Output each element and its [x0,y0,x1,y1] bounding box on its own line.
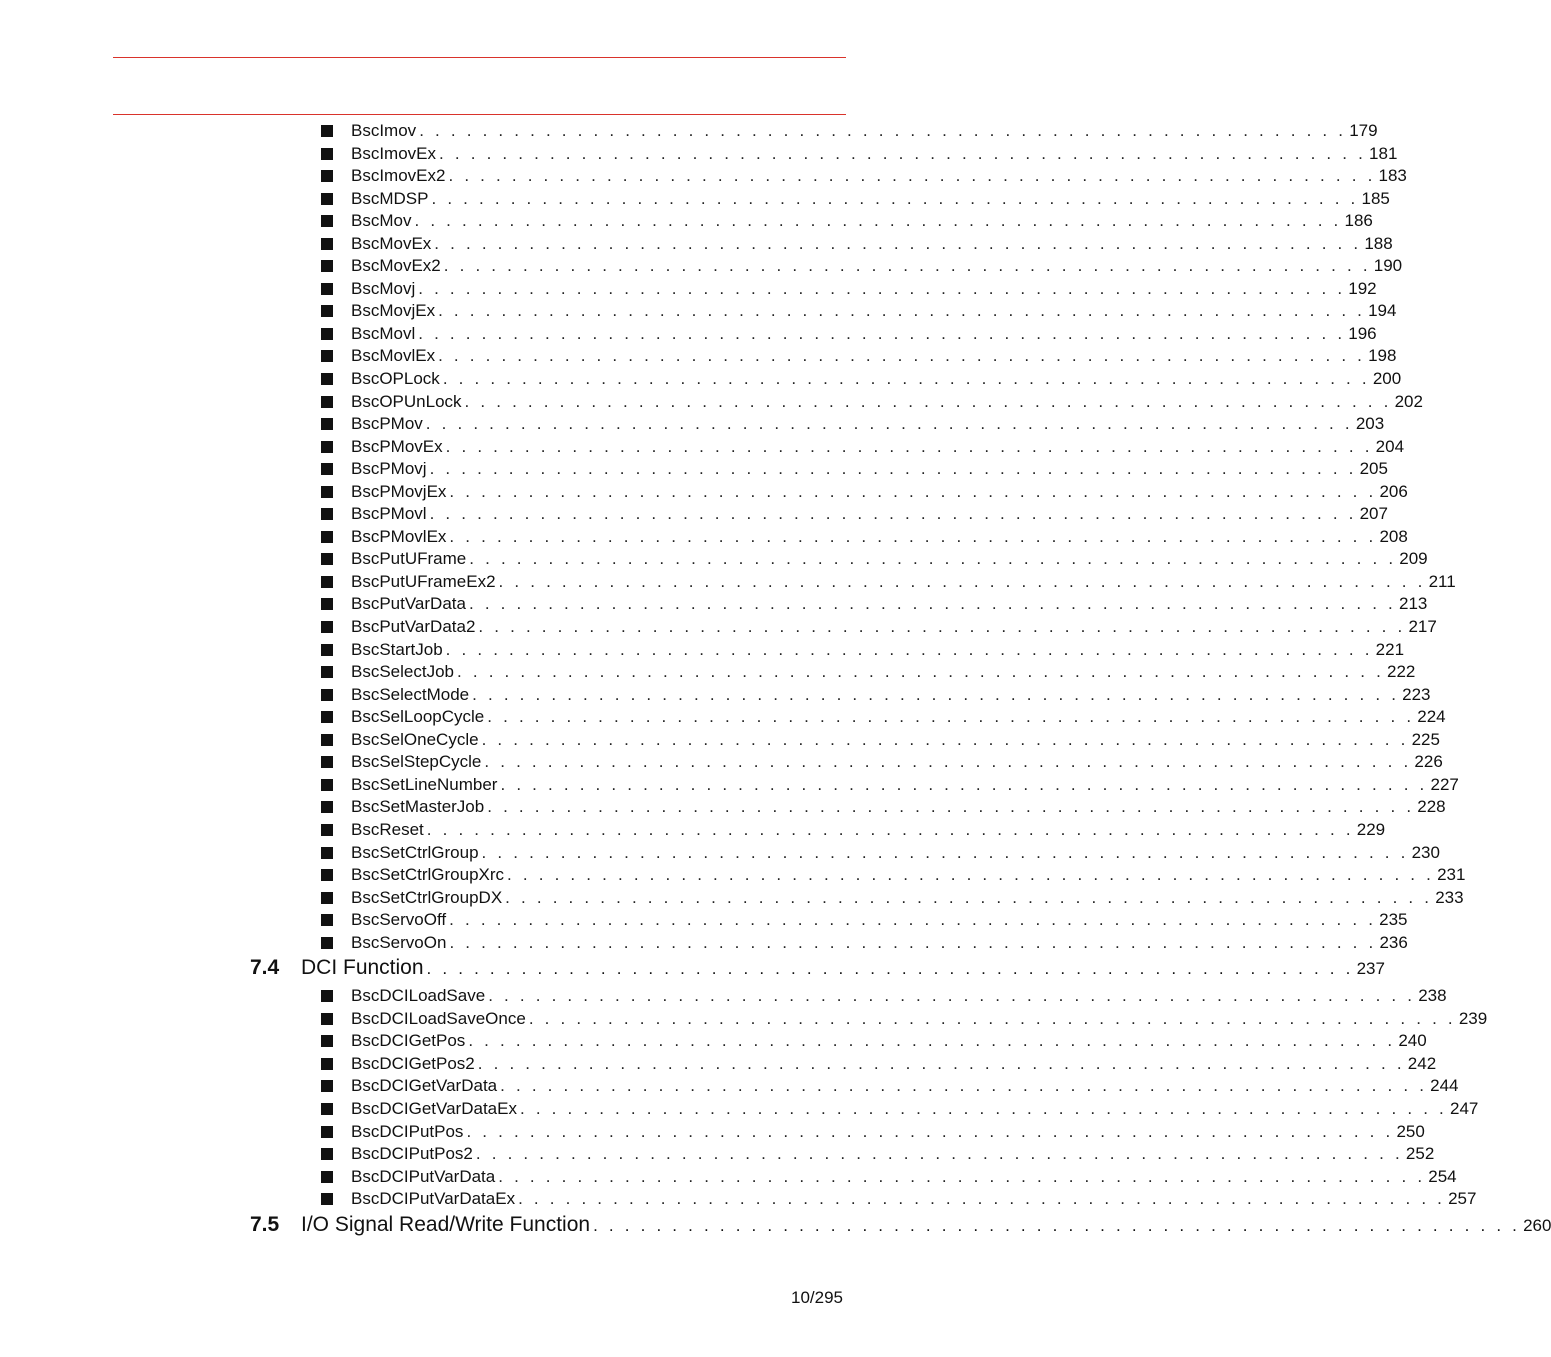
toc-entry-label: BscOPLock [351,369,440,389]
toc-entry-label: BscDCIGetVarDataEx [351,1098,517,1118]
toc-entry[interactable] [250,932,1408,956]
toc-entry[interactable] [250,571,1456,595]
dot-leader: . . . . . . . . . . . . . . . . . . . . . . . . . . . . . . . . . . . . . . . . . . . . . . . . . . . . . . . . . . . [426,819,1354,839]
dot-leader: . . . . . . . . . . . . . . . . . . . . . . . . . . . . . . . . . . . . . . . . . . . . . . . . . . . . . . . . . . . [477,1053,1405,1073]
toc-entry-label: BscPMovEx [351,436,443,456]
toc-entry[interactable] [250,662,1416,685]
section-title: I/O Signal Read/Write Function [301,1212,591,1236]
toc-entry[interactable] [250,414,1385,437]
toc-entry-page-number: 198 [1368,346,1397,366]
square-bullet-icon [321,666,333,678]
toc-entry-label: BscMovl [351,323,416,343]
toc-entry-page-number: 223 [1402,684,1431,704]
toc-entry-label: BscDCIPutPos2 [351,1144,473,1164]
square-bullet-icon [321,824,333,836]
toc-entry[interactable] [250,233,1393,257]
square-bullet-icon [321,283,333,295]
toc-entry-page-number: 257 [1448,1189,1477,1209]
toc-entry-page-number: 244 [1430,1076,1459,1096]
toc-entry-label: BscPutUFrameEx2 [351,571,496,591]
toc-entry-label: BscDCIPutPos [351,1121,464,1141]
toc-entry-page-number: 236 [1379,932,1408,952]
dot-leader: . . . . . . . . . . . . . . . . . . . . . . . . . . . . . . . . . . . . . . . . . . . . . . . . . . . . . . . . . . . [498,1166,1426,1186]
toc-entry-label: BscImovEx2 [351,166,446,186]
section-title: DCI Function [301,956,424,980]
toc-entry[interactable] [250,323,1377,347]
toc-entry[interactable] [250,910,1408,933]
dot-leader: . . . . . . . . . . . . . . . . . . . . . . . . . . . . . . . . . . . . . . . . . . . . . . . . . . . . . . . . . . . [528,1008,1456,1028]
header-rule-bottom [113,114,846,115]
toc-entry-page-number: 239 [1458,1008,1488,1028]
toc-entry-page-number: 196 [1348,323,1377,343]
toc-entry-page-number: 238 [1418,986,1447,1006]
square-bullet-icon [321,801,333,813]
toc-entry-page-number: 186 [1344,211,1373,231]
dot-leader: . . . . . . . . . . . . . . . . . . . . . . . . . . . . . . . . . . . . . . . . . . . . . . . . . . . . . . . . . . . [518,1189,1446,1209]
toc-entry-page-number: 209 [1399,549,1428,569]
toc-entry-page-number: 247 [1449,1098,1479,1118]
toc-entry[interactable] [250,819,1386,843]
toc-entry[interactable] [250,549,1428,572]
dot-leader: . . . . . . . . . . . . . . . . . . . . . . . . . . . . . . . . . . . . . . . . . . . . . . . . . . . . . . . . . . . [442,369,1370,389]
dot-leader: . . . . . . . . . . . . . . . . . . . . . . . . . . . . . . . . . . . . . . . . . . . . . . . . . . . . . . . . . . . [425,414,1353,434]
toc-entry-page-number: 211 [1428,571,1456,591]
dot-leader: . . . . . . . . . . . . . . . . . . . . . . . . . . . . . . . . . . . . . . . . . . . . . . . . . . . . . . . . . . . [429,504,1357,524]
page-indicator: 10/295 [791,1288,843,1307]
dot-leader: . . . . . . . . . . . . . . . . . . . . . . . . . . . . . . . . . . . . . . . . . . . . . . . . . . . . . . . . . . . [449,932,1377,952]
square-bullet-icon [321,531,333,543]
toc-entry[interactable] [250,211,1373,234]
square-bullet-icon [321,734,333,746]
toc-section-heading[interactable] [250,956,1385,986]
toc-entry-label: BscMovjEx [351,301,436,321]
dot-leader: . . . . . . . . . . . . . . . . . . . . . . . . . . . . . . . . . . . . . . . . . . . . . . . . . . . . . . . . . . . [466,1121,1394,1141]
toc-entry-label: BscSelStepCycle [351,752,482,772]
square-bullet-icon [321,1080,333,1092]
toc-entry[interactable] [250,1031,1427,1054]
square-bullet-icon [321,1035,333,1047]
square-bullet-icon [321,1103,333,1115]
dot-leader: . . . . . . . . . . . . . . . . . . . . . . . . . . . . . . . . . . . . . . . . . . . . . . . . . . . . . . . . . . . [481,729,1409,749]
dot-leader: . . . . . . . . . . . . . . . . . . . . . . . . . . . . . . . . . . . . . . . . . . . . . . . . . . . . . . . . . . . [472,684,1400,704]
square-bullet-icon [321,553,333,565]
section-page-number: 260 [1523,1215,1551,1235]
dot-leader: . . . . . . . . . . . . . . . . . . . . . . . . . . . . . . . . . . . . . . . . . . . . . . . . . . . . . . . . . . . [464,391,1392,411]
toc-entry[interactable] [250,1144,1435,1167]
toc-entry[interactable] [250,1189,1477,1212]
toc-entry-page-number: 192 [1348,278,1377,298]
header-rule-top [113,57,846,58]
square-bullet-icon [321,598,333,610]
square-bullet-icon [321,260,333,272]
toc-entry-label: BscDCIGetPos [351,1031,466,1051]
toc-entry-label: BscReset [351,819,424,839]
toc-entry[interactable] [250,707,1446,730]
toc-entry-page-number: 231 [1437,865,1466,885]
toc-entry-page-number: 235 [1379,910,1408,930]
toc-entry-page-number: 208 [1379,526,1408,546]
dot-leader: . . . . . . . . . . . . . . . . . . . . . . . . . . . . . . . . . . . . . . . . . . . . . . . . . . . . . . . . . . . [438,301,1366,321]
toc-entry-label: BscSetLineNumber [351,774,498,794]
toc-entry-page-number: 240 [1398,1031,1427,1051]
toc-entry[interactable] [250,121,1378,144]
toc-entry-page-number: 221 [1375,639,1405,659]
dot-leader: . . . . . . . . . . . . . . . . . . . . . . . . . . . . . . . . . . . . . . . . . . . . . . . . . . . . . . . . . . . [498,571,1426,591]
toc-entry[interactable] [250,986,1447,1009]
toc-entry[interactable] [250,729,1440,753]
square-bullet-icon [321,1193,333,1205]
toc-entry-page-number: 183 [1378,166,1407,186]
square-bullet-icon [321,396,333,408]
square-bullet-icon [321,238,333,250]
toc-entry-label: BscDCIGetPos2 [351,1053,475,1073]
dot-leader: . . . . . . . . . . . . . . . . . . . . . . . . . . . . . . . . . . . . . . . . . . . . . . . . . . . . . . . . . . . [449,481,1377,501]
toc-entry-page-number: 181 [1369,143,1398,163]
toc-entry[interactable] [250,842,1440,866]
toc-entry-label: BscDCIPutVarDataEx [351,1189,516,1209]
dot-leader: . . . . . . . . . . . . . . . . . . . . . . . . . . . . . . . . . . . . . . . . . . . . . . . . . . . . . . . . . . . [445,436,1373,456]
dot-leader: . . . . . . . . . . . . . . . . . . . . . . . . . . . . . . . . . . . . . . . . . . . . . . . . . . . . . . . . . . . [439,143,1367,163]
toc-entry[interactable] [250,865,1466,888]
toc-entry-label: BscPMovlEx [351,526,447,546]
toc-entry-label: BscPMovjEx [351,481,447,501]
toc-entry[interactable] [250,256,1403,279]
dot-leader: . . . . . . . . . . . . . . . . . . . . . . . . . . . . . . . . . . . . . . . . . . . . . . . . . . . . . . . . . . . [487,707,1415,727]
toc-entry-page-number: 230 [1411,842,1440,862]
toc-entry[interactable] [250,774,1459,798]
toc-entry[interactable] [250,504,1388,527]
toc-entry-page-number: 233 [1435,887,1464,907]
toc-entry-page-number: 185 [1361,188,1390,208]
dot-leader: . . . . . . . . . . . . . . . . . . . . . . . . . . . . . . . . . . . . . . . . . . . . . . . . . . . . . . . . . . . [418,278,1346,298]
toc-entry-label: BscDCIPutVarData [351,1166,496,1186]
toc-entry[interactable] [250,797,1446,820]
toc-entry-label: BscPMovl [351,504,427,524]
square-bullet-icon [321,711,333,723]
square-bullet-icon [321,892,333,904]
square-bullet-icon [321,621,333,633]
square-bullet-icon [321,486,333,498]
toc-entry-label: BscPutVarData2 [351,617,476,637]
toc-entry-page-number: 213 [1398,594,1428,614]
toc-entry-label: BscOPUnLock [351,391,462,411]
dot-leader: . . . . . . . . . . . . . . . . . . . . . . . . . . . . . . . . . . . . . . . . . . . . . . . . . . . . . . . . . . . [449,910,1377,930]
toc-entry[interactable] [250,1008,1488,1032]
dot-leader: . . . . . . . . . . . . . . . . . . . . . . . . . . . . . . . . . . . . . . . . . . . . . . . . . . . . . . . . . . . [426,959,1354,979]
dot-leader: . . . . . . . . . . . . . . . . . . . . . . . . . . . . . . . . . . . . . . . . . . . . . . . . . . . . . . . . . . . [507,865,1435,885]
toc-entry[interactable] [250,887,1464,911]
toc-entry-label: BscPutVarData [351,594,466,614]
toc-entry-label: BscStartJob [351,639,443,659]
toc-entry-label: BscSelectMode [351,684,470,704]
square-bullet-icon [321,1126,333,1138]
toc-entry[interactable] [250,1166,1457,1190]
table-of-contents [250,121,1551,1243]
toc-entry-page-number: 252 [1405,1144,1435,1164]
toc-entry-label: BscSelOneCycle [351,729,479,749]
square-bullet-icon [321,350,333,362]
toc-entry-label: BscSelLoopCycle [351,707,485,727]
toc-entry[interactable] [250,594,1428,617]
square-bullet-icon [321,193,333,205]
toc-entry[interactable] [250,459,1388,482]
section-number: 7.4 [250,956,280,980]
dot-leader: . . . . . . . . . . . . . . . . . . . . . . . . . . . . . . . . . . . . . . . . . . . . . . . . . . . . . . . . . . . [469,549,1397,569]
dot-leader: . . . . . . . . . . . . . . . . . . . . . . . . . . . . . . . . . . . . . . . . . . . . . . . . . . . . . . . . . . . [443,256,1371,276]
dot-leader: . . . . . . . . . . . . . . . . . . . . . . . . . . . . . . . . . . . . . . . . . . . . . . . . . . . . . . . . . . . [481,842,1409,862]
toc-entry-page-number: 194 [1368,301,1397,321]
toc-entry[interactable] [250,301,1397,324]
dot-leader: . . . . . . . . . . . . . . . . . . . . . . . . . . . . . . . . . . . . . . . . . . . . . . . . . . . . . . . . . . . [487,797,1415,817]
dot-leader: . . . . . . . . . . . . . . . . . . . . . . . . . . . . . . . . . . . . . . . . . . . . . . . . . . . . . . . . . . . [434,233,1362,253]
square-bullet-icon [321,418,333,430]
dot-leader: . . . . . . . . . . . . . . . . . . . . . . . . . . . . . . . . . . . . . . . . . . . . . . . . . . . . . . . . . . . [505,887,1433,907]
toc-entry-label: BscImovEx [351,143,437,163]
square-bullet-icon [321,756,333,768]
dot-leader: . . . . . . . . . . . . . . . . . . . . . . . . . . . . . . . . . . . . . . . . . . . . . . . . . . . . . . . . . . . [468,594,1396,614]
dot-leader: . . . . . . . . . . . . . . . . . . . . . . . . . . . . . . . . . . . . . . . . . . . . . . . . . . . . . . . . . . . [431,188,1359,208]
toc-entry-label: BscMovlEx [351,346,436,366]
toc-entry[interactable] [250,1121,1425,1145]
toc-entry[interactable] [250,617,1437,640]
square-bullet-icon [321,1058,333,1070]
toc-entry-page-number: 228 [1417,797,1446,817]
toc-entry[interactable] [250,166,1407,189]
toc-entry[interactable] [250,436,1405,460]
toc-entry-page-number: 217 [1408,617,1437,637]
dot-leader: . . . . . . . . . . . . . . . . . . . . . . . . . . . . . . . . . . . . . . . . . . . . . . . . . . . . . . . . . . . [457,662,1385,682]
square-bullet-icon [321,373,333,385]
dot-leader: . . . . . . . . . . . . . . . . . . . . . . . . . . . . . . . . . . . . . . . . . . . . . . . . . . . . . . . . . . . [484,752,1412,772]
toc-entry-page-number: 203 [1355,414,1385,434]
dot-leader: . . . . . . . . . . . . . . . . . . . . . . . . . . . . . . . . . . . . . . . . . . . . . . . . . . . . . . . . . . . [418,323,1346,343]
toc-entry-page-number: 254 [1428,1166,1457,1186]
toc-entry-page-number: 242 [1407,1053,1437,1073]
square-bullet-icon [321,125,333,137]
toc-entry-label: BscSetCtrlGroupDX [351,887,503,907]
toc-entry[interactable] [250,1098,1479,1122]
square-bullet-icon [321,869,333,881]
toc-entry-page-number: 206 [1379,481,1408,501]
toc-entry-label: BscPMov [351,414,423,434]
dot-leader: . . . . . . . . . . . . . . . . . . . . . . . . . . . . . . . . . . . . . . . . . . . . . . . . . . . . . . . . . . . [500,1076,1428,1096]
toc-entry-label: BscMovEx [351,233,432,253]
toc-entry-label: BscMovEx2 [351,256,441,276]
toc-entry-page-number: 202 [1394,391,1423,411]
toc-entry[interactable] [250,752,1443,775]
square-bullet-icon [321,215,333,227]
square-bullet-icon [321,779,333,791]
toc-entry[interactable] [250,684,1431,708]
dot-leader: . . . . . . . . . . . . . . . . . . . . . . . . . . . . . . . . . . . . . . . . . . . . . . . . . . . . . . . . . . . [419,121,1347,140]
toc-entry-page-number: 207 [1359,504,1388,524]
square-bullet-icon [321,305,333,317]
toc-entry[interactable] [250,143,1398,167]
toc-entry[interactable] [250,278,1377,302]
toc-entry-label: BscSelectJob [351,662,454,682]
toc-entry-label: BscSetCtrlGroupXrc [351,865,505,885]
square-bullet-icon [321,441,333,453]
dot-leader: . . . . . . . . . . . . . . . . . . . . . . . . . . . . . . . . . . . . . . . . . . . . . . . . . . . . . . . . . . . [438,346,1366,366]
toc-entry-label: BscSetCtrlGroup [351,842,479,862]
dot-leader: . . . . . . . . . . . . . . . . . . . . . . . . . . . . . . . . . . . . . . . . . . . . . . . . . . . . . . . . . . . [429,459,1357,479]
toc-entry-label: BscPMovj [351,459,427,479]
toc-section-heading[interactable] [250,1212,1551,1243]
toc-entry-label: BscMDSP [351,188,429,208]
toc-entry-page-number: 204 [1375,436,1405,456]
square-bullet-icon [321,170,333,182]
square-bullet-icon [321,1013,333,1025]
toc-entry-page-number: 190 [1373,256,1403,276]
toc-entry-page-number: 224 [1417,707,1446,727]
dot-leader: . . . . . . . . . . . . . . . . . . . . . . . . . . . . . . . . . . . . . . . . . . . . . . . . . . . . . . . . . . . [593,1215,1521,1235]
square-bullet-icon [321,990,333,1002]
toc-entry-page-number: 226 [1414,752,1443,772]
toc-entry[interactable] [250,188,1390,212]
toc-entry-page-number: 200 [1372,369,1402,389]
toc-entry[interactable] [250,639,1405,663]
toc-entry-label: BscDCIGetVarData [351,1076,498,1096]
square-bullet-icon [321,689,333,701]
square-bullet-icon [321,463,333,475]
dot-leader: . . . . . . . . . . . . . . . . . . . . . . . . . . . . . . . . . . . . . . . . . . . . . . . . . . . . . . . . . . . [478,617,1406,637]
toc-entry-label: BscDCILoadSave [351,986,486,1006]
toc-entry-label: BscDCILoadSaveOnce [351,1008,526,1028]
toc-entry-page-number: 205 [1359,459,1388,479]
toc-entry[interactable] [250,369,1402,392]
toc-entry-label: BscPutUFrame [351,549,467,569]
dot-leader: . . . . . . . . . . . . . . . . . . . . . . . . . . . . . . . . . . . . . . . . . . . . . . . . . . . . . . . . . . . [445,639,1373,659]
toc-entry[interactable] [250,1076,1459,1099]
toc-entry-page-number: 188 [1364,233,1393,253]
square-bullet-icon [321,148,333,160]
dot-leader: . . . . . . . . . . . . . . . . . . . . . . . . . . . . . . . . . . . . . . . . . . . . . . . . . . . . . . . . . . . [488,986,1416,1006]
square-bullet-icon [321,328,333,340]
toc-entry[interactable] [250,346,1397,369]
toc-entry[interactable] [250,481,1408,505]
dot-leader: . . . . . . . . . . . . . . . . . . . . . . . . . . . . . . . . . . . . . . . . . . . . . . . . . . . . . . . . . . . [519,1098,1447,1118]
toc-entry-label: BscServoOn [351,932,447,952]
toc-entry-label: BscMovj [351,278,416,298]
toc-entry-label: BscImov [351,121,417,140]
square-bullet-icon [321,1171,333,1183]
toc-entry-page-number: 250 [1396,1121,1425,1141]
toc-entry[interactable] [250,1053,1437,1077]
toc-entry[interactable] [250,391,1423,415]
toc-entry-page-number: 227 [1430,774,1459,794]
toc-entry-page-number: 179 [1349,121,1378,140]
toc-entry-page-number: 222 [1387,662,1416,682]
square-bullet-icon [321,914,333,926]
dot-leader: . . . . . . . . . . . . . . . . . . . . . . . . . . . . . . . . . . . . . . . . . . . . . . . . . . . . . . . . . . . [448,166,1376,186]
square-bullet-icon [321,644,333,656]
dot-leader: . . . . . . . . . . . . . . . . . . . . . . . . . . . . . . . . . . . . . . . . . . . . . . . . . . . . . . . . . . . [414,211,1342,231]
square-bullet-icon [321,576,333,588]
toc-entry[interactable] [250,526,1408,550]
square-bullet-icon [321,508,333,520]
toc-entry-page-number: 229 [1356,819,1386,839]
toc-entry-label: BscSetMasterJob [351,797,485,817]
section-number: 7.5 [250,1212,280,1236]
section-page-number: 237 [1356,959,1385,979]
toc-entry-label: BscMov [351,211,412,231]
dot-leader: . . . . . . . . . . . . . . . . . . . . . . . . . . . . . . . . . . . . . . . . . . . . . . . . . . . . . . . . . . . [468,1031,1396,1051]
dot-leader: . . . . . . . . . . . . . . . . . . . . . . . . . . . . . . . . . . . . . . . . . . . . . . . . . . . . . . . . . . . [475,1144,1403,1164]
square-bullet-icon [321,847,333,859]
toc-entry-page-number: 225 [1411,729,1440,749]
toc-entry-label: BscServoOff [351,910,447,930]
dot-leader: . . . . . . . . . . . . . . . . . . . . . . . . . . . . . . . . . . . . . . . . . . . . . . . . . . . . . . . . . . . [449,526,1377,546]
dot-leader: . . . . . . . . . . . . . . . . . . . . . . . . . . . . . . . . . . . . . . . . . . . . . . . . . . . . . . . . . . . [500,774,1428,794]
square-bullet-icon [321,937,333,949]
square-bullet-icon [321,1148,333,1160]
